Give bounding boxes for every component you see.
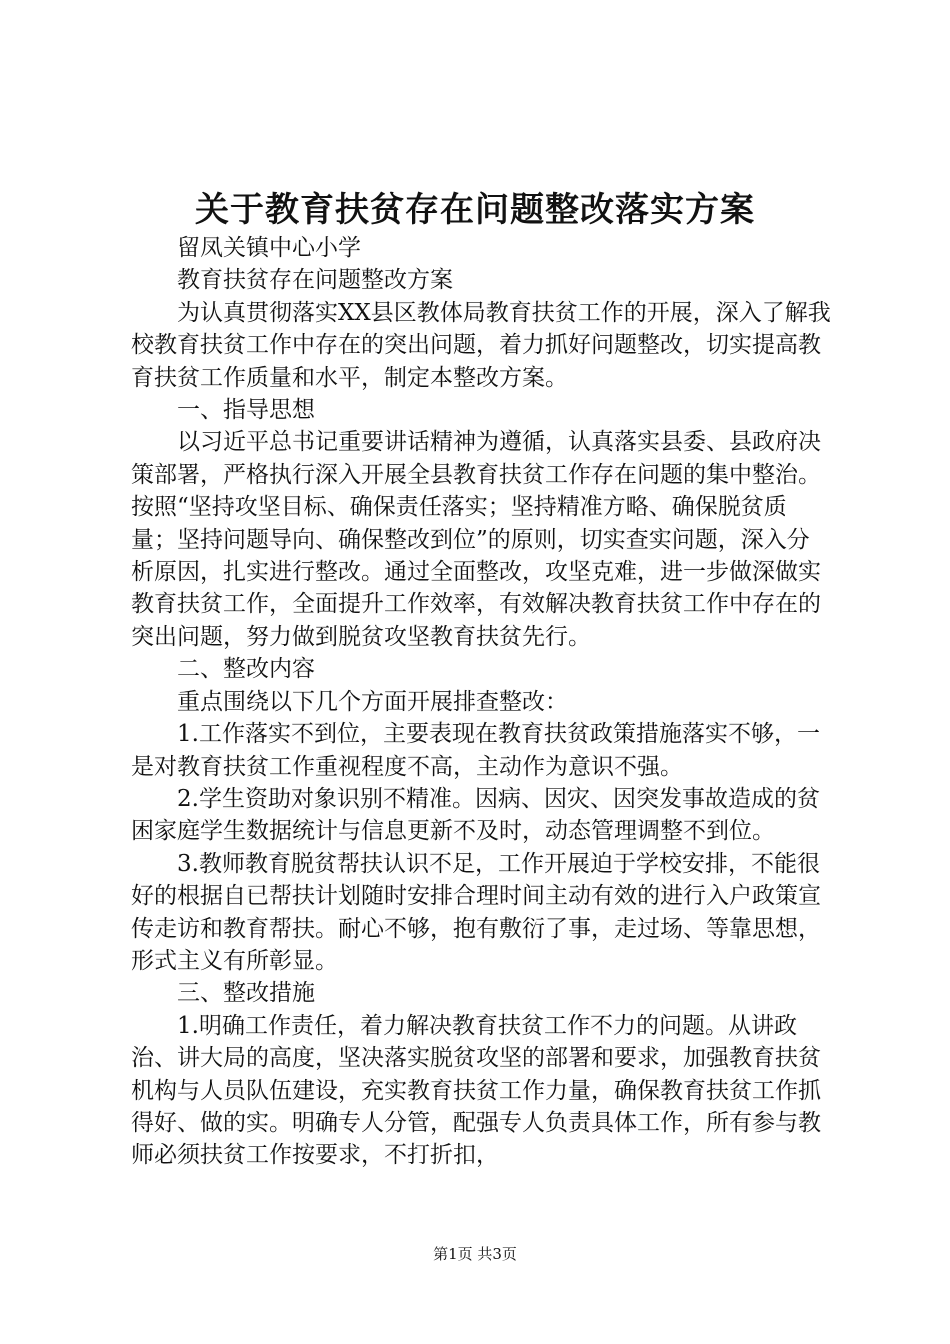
section-heading-rectification-content: 二、整改内容	[177, 656, 315, 683]
school-name: 留凤关镇中心小学	[177, 235, 361, 261]
page-number-footer: 第1页 共3页	[433, 1245, 517, 1263]
section-heading-guiding-ideology: 一、指导思想	[177, 397, 315, 424]
issue-item-2: 2.学生资助对象识别不精准。因病、因灾、因突发事故造成的贫困家庭学生数据统计与信息更新不及时，动态管理调整不到位。	[131, 785, 820, 845]
intro-paragraph: 为认真贯彻落实XX县区教体局教育扶贫工作的开展，深入了解我校教育扶贫工作中存在的突出问题，着力抓好问题整改，切实提高教育扶贫工作质量和水平，制定本整改方案。	[131, 299, 831, 391]
document-body	[131, 232, 831, 1172]
issue-item-1: 1.工作落实不到位，主要表现在教育扶贫政策措施落实不够，一是对教育扶贫工作重视程度不高，主动作为意识不强。	[131, 721, 820, 780]
section-heading-rectification-measures: 三、整改措施	[177, 980, 315, 1007]
document-title: 关于教育扶贫存在问题整改落实方案	[195, 190, 755, 230]
guiding-ideology-paragraph: 以习近平总书记重要讲话精神为遵循，认真落实县委、县政府决策部署，严格执行深入开展全县教育扶贫工作存在问题的集中整治。按照“坚持攻坚目标、确保责任落实；坚持精准方略、确保脱贫质量；坚持问题导向、确保整改到位”的原则，切实查实问题，深入分析原因，扎实进行整改。通过全面整改，攻坚克难，进一步做深做实教育扶贫工作，全面提升工作效率，有效解决教育扶贫工作中存在的突出问题，努力做到脱贫攻坚教育扶贫先行。	[131, 429, 821, 650]
measure-item-1: 1.明确工作责任，着力解决教育扶贫工作不力的问题。从讲政治、讲大局的高度，坚决落实脱贫攻坚的部署和要求，加强教育扶贫机构与人员队伍建设，充实教育扶贫工作力量，确保教育扶贫工作抓得好、做的实。明确专人分管，配强专人负责具体工作，所有参与教师必须扶贫工作按要求，不打折扣，	[131, 1012, 821, 1169]
issue-item-3: 3.教师教育脱贫帮扶认识不足，工作开展迫于学校安排，不能很好的根据自已帮扶计划随时安排合理时间主动有效的进行入户政策宣传走访和教育帮扶。耐心不够，抱有敷衍了事，走过场、等靠思想，形式主义有所彰显。	[131, 850, 821, 974]
rectification-intro-paragraph: 重点围绕以下几个方面开展排查整改：	[177, 688, 568, 715]
document-subtitle: 教育扶贫存在问题整改方案	[177, 267, 453, 294]
